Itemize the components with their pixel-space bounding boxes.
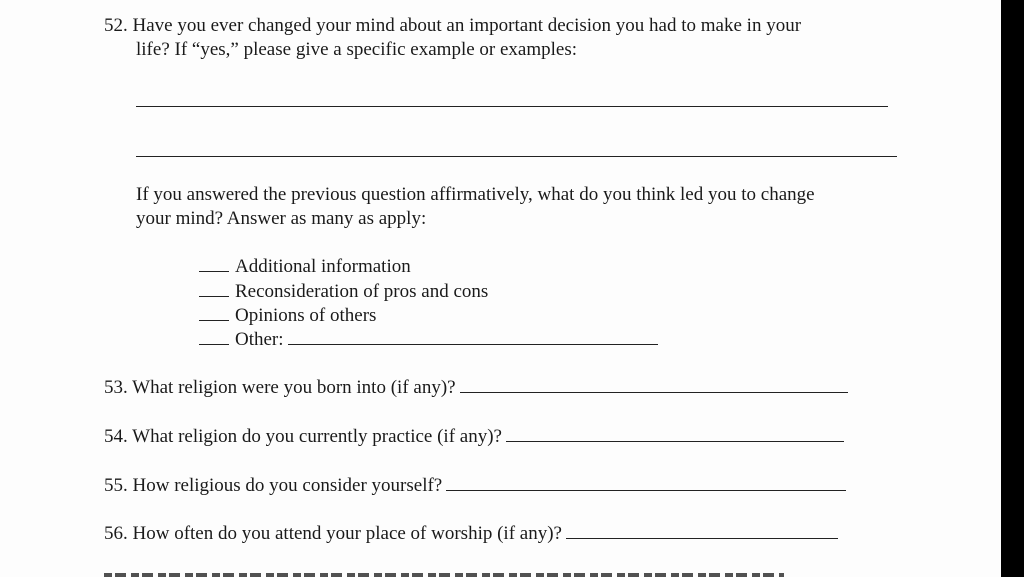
option-label: Other:	[235, 329, 284, 350]
option-check-blank[interactable]	[199, 271, 229, 272]
option-additional-information[interactable]	[199, 256, 411, 278]
q56-number: 56.	[104, 523, 128, 544]
followup-text-2: your mind? Answer as many as apply:	[136, 208, 427, 229]
option-check-blank[interactable]	[199, 296, 229, 297]
q55-number: 55.	[104, 475, 128, 496]
q52-answer-line-1[interactable]	[136, 106, 888, 107]
q54	[104, 426, 844, 448]
q56-text: How often do you attend your place of worship (if any)?	[132, 523, 562, 544]
q56-answer-line[interactable]	[566, 538, 838, 539]
q53-text: What religion were you born into (if any)?	[132, 377, 456, 398]
option-reconsideration[interactable]	[199, 281, 488, 303]
q54-number: 54.	[104, 426, 128, 447]
option-label: Reconsideration of pros and cons	[235, 281, 489, 302]
q53	[104, 377, 848, 399]
followup-text-1: If you answered the previous question affirmatively, what do you think led you to change	[136, 184, 815, 205]
option-other[interactable]	[199, 329, 658, 351]
q52-text-2: life? If “yes,” please give a specific example or examples:	[136, 39, 578, 60]
next-question-cutoff	[104, 570, 784, 577]
q52-line1	[104, 15, 801, 37]
option-label: Opinions of others	[235, 305, 377, 326]
q55-answer-line[interactable]	[446, 490, 846, 491]
option-check-blank[interactable]	[199, 344, 229, 345]
q53-number: 53.	[104, 377, 128, 398]
option-label: Additional information	[235, 256, 411, 277]
q52-answer-line-2[interactable]	[136, 156, 897, 157]
option-opinions-of-others[interactable]	[199, 305, 376, 327]
q54-text: What religion do you currently practice (if any)?	[132, 426, 502, 447]
q56	[104, 523, 838, 545]
q52-text-1: Have you ever changed your mind about an important decision you had to make in your	[132, 15, 802, 36]
q55	[104, 475, 846, 497]
other-answer-line[interactable]	[288, 344, 658, 345]
option-check-blank[interactable]	[199, 320, 229, 321]
q55-text: How religious do you consider yourself?	[132, 475, 443, 496]
q53-answer-line[interactable]	[460, 392, 848, 393]
q52-number: 52.	[104, 15, 128, 36]
q54-answer-line[interactable]	[506, 441, 844, 442]
